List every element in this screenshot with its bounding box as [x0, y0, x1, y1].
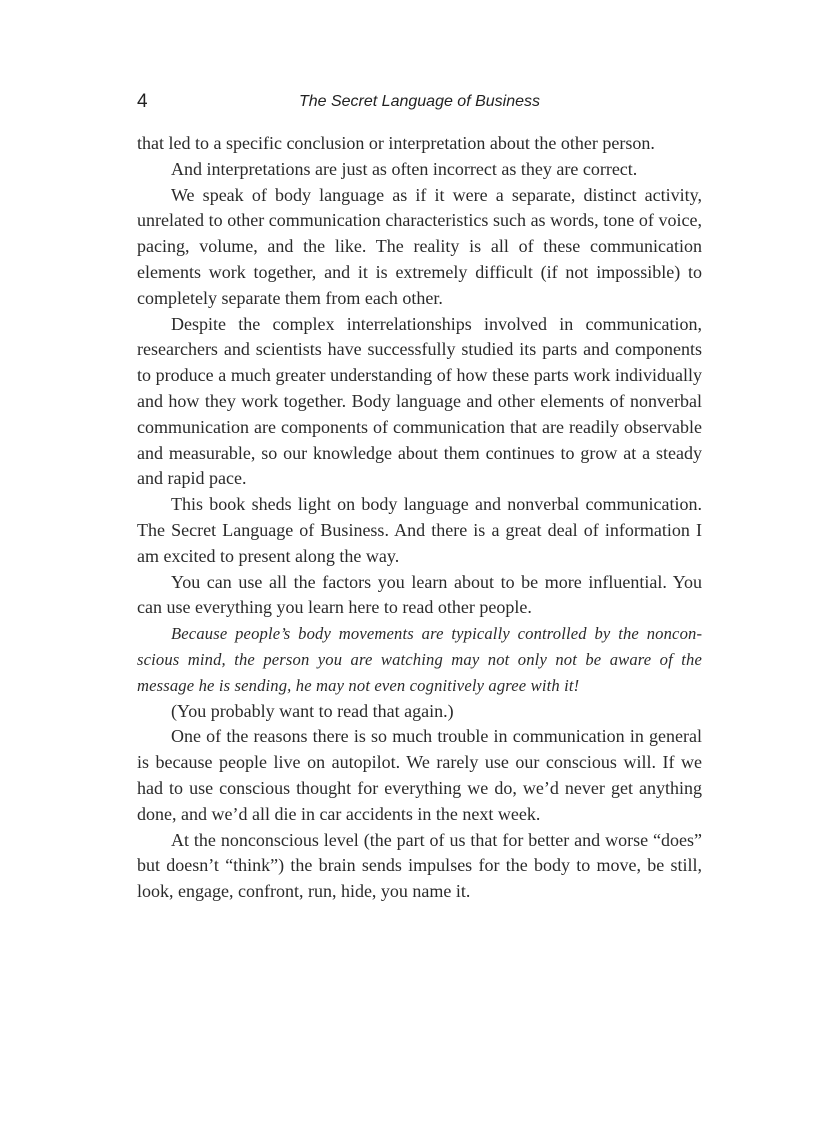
running-header — [137, 88, 702, 116]
paragraph: This book sheds light on body language and nonverbal communication. The Secret Language of Business. And there is a great deal of information I am excited to present along the way. — [137, 494, 702, 566]
running-title: The Secret Language of Business — [298, 93, 541, 110]
page-number: 4 — [137, 91, 148, 112]
paragraph: Despite the complex interrelationships involved in communication, researchers and scientists have successfully studied its parts and components to produce a much greater understanding of how these parts work individually and how they work together. Body language and other elements of nonverbal communication are components of communication that are readily observable and measurable, so our knowledge about them continues to grow at a steady and rapid pace. — [137, 313, 702, 489]
paragraph: And interpretations are just as often incorrect as they are correct. — [171, 158, 638, 179]
paragraph: that led to a specific conclusion or interpretation about the other person. — [137, 133, 655, 153]
paragraph: We speak of body language as if it were a separate, distinct activity, unrelated to other communication characteristics such as words, tone of voice, pacing, volume, and the like. The reality is all of these communication elements work together, and it is extremely difficult (if not impossible) to completely separate them from each other. — [137, 184, 702, 308]
paragraph: (You probably want to read that again.) — [171, 700, 454, 721]
body-text — [137, 131, 702, 905]
emphasis-paragraph: Because people’s body movements are typically controlled by the nonconscious mind, the person you are watching may not only not be aware of the message he is sending, he may not even cognitively agree with it! — [137, 624, 702, 695]
paragraph: You can use all the factors you learn about to be more influential. You can use everything you learn here to read other people. — [137, 571, 702, 618]
paragraph: One of the reasons there is so much trouble in communication in general is because people live on autopilot. We rarely use our conscious will. If we had to use conscious thought for everything we do, we’d never get anything done, and we’d all die in car accidents in the next week. — [137, 726, 702, 824]
paragraph: At the nonconscious level (the part of us that for better and worse “does” but doesn’t “think”) the brain sends impulses for the body to move, be still, look, engage, confront, run, hide, you name it. — [137, 829, 702, 902]
